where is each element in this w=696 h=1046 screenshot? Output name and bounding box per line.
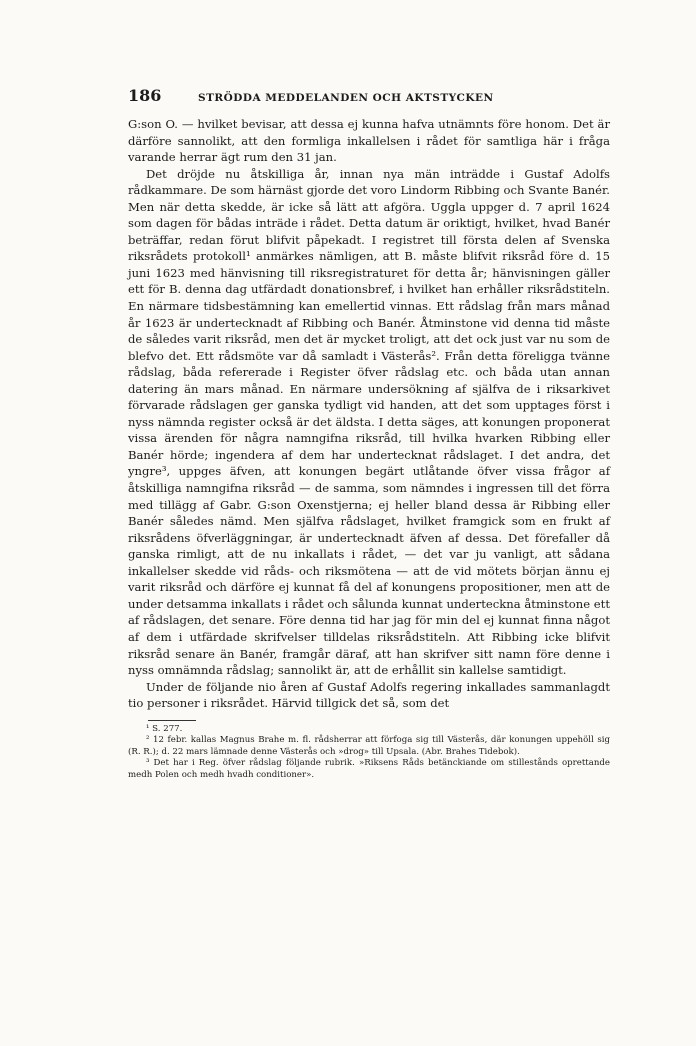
footnote-divider bbox=[148, 720, 196, 721]
page-number: 186 bbox=[128, 86, 162, 105]
footnote: ² 12 febr. kallas Magnus Brahe m. fl. rådsherrar att förfoga sig till Västerås, där konungen uppehöll sig (R. R.); d. 22 mars lämnade denne Västerås och »drog» till Upsala. (Abr. Brahes Tidebok). bbox=[128, 735, 610, 757]
book-page bbox=[128, 86, 610, 782]
footnotes bbox=[128, 724, 610, 782]
page-header bbox=[128, 86, 610, 110]
paragraph: Det dröjde nu åtskilliga år, innan nya män inträdde i Gustaf Adolfs rådkammare. De som härnäst gjorde det voro Lindorm Ribbing och Svante Banér. Men när detta skedde, är icke så lätt att afgöra. Uggla uppger d. 7 april 1624 som dagen för bådas inträde i rådet. Detta datum är oriktigt, hvilket, hvad Banér beträffar, redan förut blifvit påpekadt. I registret till första delen af Svenska riksrådets protokoll¹ anmärkes nämligen, att B. måste blifvit riksråd före d. 15 juni 1623 med hänvisning till riksregistraturet för detta år; hänvisningen gäller ett för B. denna dag utfärdadt donationsbref, i hvilket han erhåller riksrådstiteln. En närmare tidsbestämning kan emellertid vinnas. Ett rådslag från mars månad år 1623 är undertecknadt af Ribbing och Banér. Åtminstone vid denna tid måste de således varit riksråd, men det är mycket troligt, att det ock just var nu som de blefvo det. Ett rådsmöte var då samladt i Västerås². Från detta föreligga tvänne rådslag, båda refererade i Register öfver rådslag etc. och båda utan annan datering än mars månad. En närmare undersökning af själfva de i riksarkivet förvarade rådslagen ger ganska tydligt vid handen, att det som upptages först i nyss nämnda register också är det äldsta. I detta säges, att konungen proponerat vissa ärenden för några namngifna riksråd, till hvilka hvarken Ribbing eller Banér hörde; ingendera af dem har undertecknat rådslaget. I det andra, det yngre³, uppges äfven, att konungen begärt utlåtande öfver vissa frågor af åtskilliga namngifna riksråd — de samma, som nämndes i ingressen till det förra med tillägg af Gabr. G:son Oxenstjerna; ej heller bland dessa är Ribbing eller Banér således nämd. Men själfva rådslaget, hvilket framgick som en frukt af riksrådens öfverläggningar, är undertecknadt äfven af dessa. Det förefaller då ganska rimligt, att de nu inkallats i rådet, — det var ju vanligt, att sådana inkallelser skedde vid råds- och riksmötena — att de vid mötets början ännu ej varit riksråd och därföre ej kunnat få del af konungens propositioner, men att de under detsamma inkallats i rådet och sålunda kunnat underteckna åtminstone ett af rådslagen, det senare. Före denna tid har jag för min del ej kunnat finna något af dem i utfärdade skrifvelser tilldelas riksrådstiteln. Att Ribbing icke blifvit riksråd senare än Banér, framgår däraf, att han skrifver sitt namn före denne i nyss omnämnda rådslag; sannolikt är, att de erhållit sin kallelse samtidigt. bbox=[128, 166, 610, 678]
footnote: ¹ S. 277. bbox=[146, 723, 183, 734]
footnote: ³ Det har i Reg. öfver rådslag följande rubrik. »Riksens Råds betänckiande om stillestånds oprettande medh Polen och medh hvadh conditioner». bbox=[128, 758, 610, 781]
running-title: STRÖDDA MEDDELANDEN OCH AKTSTYCKEN bbox=[198, 92, 494, 104]
paragraph: G:son O. — hvilket bevisar, att dessa ej kunna hafva utnämnts före honom. Det är därföre sannolikt, att den formliga inkallelsen i rådet för samtliga här i fråga varande herrar ägt rum den 31 jan. bbox=[128, 117, 610, 165]
paragraph: Under de följande nio åren af Gustaf Adolfs regering inkallades sammanlagdt tio personer i riksrådet. Härvid tillgick det så, som det bbox=[128, 679, 610, 711]
body-text bbox=[128, 116, 610, 712]
